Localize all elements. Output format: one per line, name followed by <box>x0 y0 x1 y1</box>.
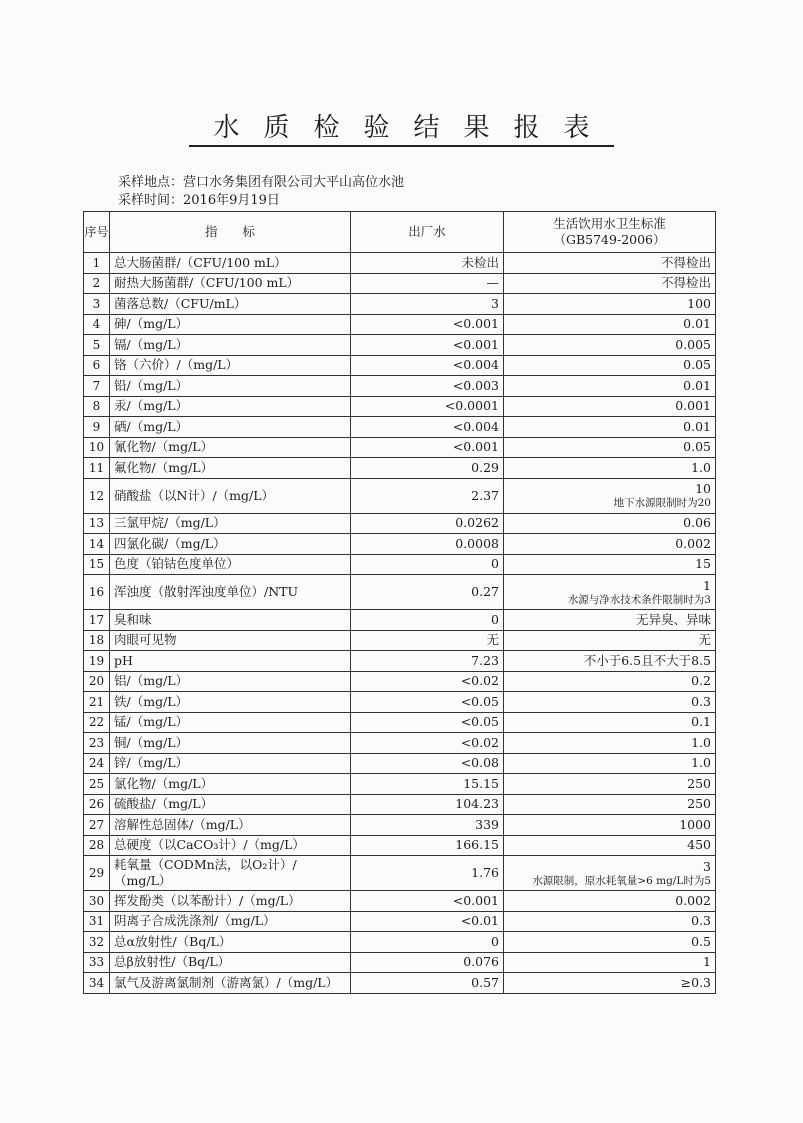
row-standard <box>504 253 716 274</box>
row-value: 未检出 <box>351 253 504 274</box>
row-standard-value: 250 <box>687 775 711 791</box>
row-value: <0.001 <box>351 314 504 335</box>
row-standard-value: 0.001 <box>675 398 711 414</box>
row-indicator: 总β放射性/（Bq/L） <box>110 952 351 973</box>
row-number: 2 <box>84 273 110 294</box>
row-number: 8 <box>84 396 110 417</box>
table-row <box>84 815 716 836</box>
row-indicator: 铅/（mg/L） <box>110 376 351 397</box>
row-standard <box>504 294 716 315</box>
row-indicator: 氯气及游离氯制剂（游离氯）/（mg/L） <box>110 973 351 994</box>
row-indicator: 砷/（mg/L） <box>110 314 351 335</box>
row-number: 6 <box>84 355 110 376</box>
row-standard-note: 水源与净水技术条件限制时为3 <box>567 593 711 606</box>
row-value: 3 <box>351 294 504 315</box>
row-standard-value: 3 <box>703 858 711 874</box>
row-standard <box>504 835 716 856</box>
header-value: 出厂水 <box>351 212 504 253</box>
row-standard-value: 1 <box>703 954 711 970</box>
row-indicator: 氰化物/（mg/L） <box>110 437 351 458</box>
row-indicator: 三氯甲烷/（mg/L） <box>110 513 351 534</box>
table-row <box>84 651 716 672</box>
row-standard <box>504 417 716 438</box>
table-row <box>84 396 716 417</box>
row-number: 20 <box>84 671 110 692</box>
row-standard <box>504 753 716 774</box>
row-number: 32 <box>84 932 110 953</box>
row-indicator: 铜/（mg/L） <box>110 733 351 754</box>
row-number: 31 <box>84 911 110 932</box>
table-row <box>84 575 716 610</box>
table-row <box>84 417 716 438</box>
row-standard-value: 1 <box>703 577 711 593</box>
row-value: 0.57 <box>351 973 504 994</box>
row-value: <0.004 <box>351 355 504 376</box>
row-standard <box>504 932 716 953</box>
row-value: 0 <box>351 932 504 953</box>
table-row <box>84 273 716 294</box>
row-indicator: 氟化物/（mg/L） <box>110 458 351 479</box>
row-number: 10 <box>84 437 110 458</box>
table-row <box>84 671 716 692</box>
table-row <box>84 753 716 774</box>
row-value: <0.0001 <box>351 396 504 417</box>
row-value: <0.05 <box>351 712 504 733</box>
row-standard <box>504 973 716 994</box>
row-number: 23 <box>84 733 110 754</box>
row-standard <box>504 513 716 534</box>
row-value: 1.76 <box>351 856 504 891</box>
row-standard-value: 0.3 <box>691 913 711 929</box>
table-row <box>84 932 716 953</box>
table-row <box>84 911 716 932</box>
table-row <box>84 513 716 534</box>
row-number: 27 <box>84 815 110 836</box>
row-value: 166.15 <box>351 835 504 856</box>
row-standard <box>504 952 716 973</box>
table-row <box>84 774 716 795</box>
row-standard <box>504 314 716 335</box>
results-table <box>83 211 716 994</box>
row-standard-value: 无 <box>698 632 711 648</box>
row-indicator: 汞/（mg/L） <box>110 396 351 417</box>
row-standard <box>504 335 716 356</box>
row-standard-value: 0.3 <box>691 693 711 709</box>
row-number: 25 <box>84 774 110 795</box>
table-row <box>84 952 716 973</box>
table-row <box>84 835 716 856</box>
row-number: 26 <box>84 794 110 815</box>
sampling-time-label: 采样时间： <box>118 193 184 208</box>
table-body <box>84 253 716 994</box>
row-indicator: 阴离子合成洗涤剂/（mg/L） <box>110 911 351 932</box>
row-value: <0.02 <box>351 671 504 692</box>
table-row <box>84 554 716 575</box>
row-indicator: 浑浊度（散射浑浊度单位）/NTU <box>110 575 351 610</box>
row-indicator: pH <box>110 651 351 672</box>
row-value: 0.076 <box>351 952 504 973</box>
row-indicator: 铝/（mg/L） <box>110 671 351 692</box>
row-value: <0.05 <box>351 692 504 713</box>
table-row <box>84 610 716 631</box>
row-indicator: 色度（铂钴色度单位） <box>110 554 351 575</box>
row-indicator: 铬（六价）/（mg/L） <box>110 355 351 376</box>
row-number: 33 <box>84 952 110 973</box>
row-standard-value: 0.05 <box>683 357 711 373</box>
row-standard-value: 15 <box>695 556 711 572</box>
row-number: 9 <box>84 417 110 438</box>
table-row <box>84 712 716 733</box>
row-standard-value: 0.01 <box>683 377 711 393</box>
row-number: 15 <box>84 554 110 575</box>
row-value: 2.37 <box>351 478 504 513</box>
row-standard <box>504 396 716 417</box>
row-number: 3 <box>84 294 110 315</box>
row-standard <box>504 651 716 672</box>
row-indicator: 总α放射性/（Bq/L） <box>110 932 351 953</box>
row-value: <0.02 <box>351 733 504 754</box>
row-number: 4 <box>84 314 110 335</box>
row-standard <box>504 610 716 631</box>
row-value: — <box>351 273 504 294</box>
sampling-location-label: 采样地点： <box>118 175 184 190</box>
table-row <box>84 355 716 376</box>
row-standard-value: 0.05 <box>683 439 711 455</box>
row-standard-value: 不得检出 <box>660 254 711 270</box>
row-indicator: 总大肠菌群/（CFU/100 mL） <box>110 253 351 274</box>
row-value: 7.23 <box>351 651 504 672</box>
row-number: 17 <box>84 610 110 631</box>
row-indicator: 挥发酚类（以苯酚计）/（mg/L） <box>110 891 351 912</box>
row-standard <box>504 376 716 397</box>
row-indicator: 锌/（mg/L） <box>110 753 351 774</box>
row-standard-value: 1.0 <box>691 755 711 771</box>
table-row <box>84 253 716 274</box>
row-indicator: 臭和味 <box>110 610 351 631</box>
row-standard-value: 0.002 <box>675 892 711 908</box>
row-number: 11 <box>84 458 110 479</box>
sampling-location <box>118 174 404 192</box>
row-indicator: 菌落总数/（CFU/mL） <box>110 294 351 315</box>
row-value: 0.0008 <box>351 534 504 555</box>
row-value: <0.001 <box>351 335 504 356</box>
row-standard-value: 0.06 <box>683 515 711 531</box>
table-row <box>84 692 716 713</box>
row-number: 30 <box>84 891 110 912</box>
row-number: 18 <box>84 630 110 651</box>
table-row <box>84 437 716 458</box>
table-row <box>84 335 716 356</box>
header-standard <box>504 212 716 253</box>
row-indicator: 耐热大肠菌群/（CFU/100 mL） <box>110 273 351 294</box>
header-no: 序号 <box>84 212 110 253</box>
row-indicator: 镉/（mg/L） <box>110 335 351 356</box>
header-indicator: 指 标 <box>110 212 351 253</box>
row-standard-value: 450 <box>687 837 711 853</box>
row-standard <box>504 534 716 555</box>
row-indicator: 四氯化碳/（mg/L） <box>110 534 351 555</box>
table-row <box>84 458 716 479</box>
row-indicator: 肉眼可见物 <box>110 630 351 651</box>
row-standard <box>504 671 716 692</box>
row-value: 339 <box>351 815 504 836</box>
row-number: 28 <box>84 835 110 856</box>
row-standard <box>504 794 716 815</box>
table-row <box>84 630 716 651</box>
table-row <box>84 534 716 555</box>
row-number: 16 <box>84 575 110 610</box>
row-indicator: 氯化物/（mg/L） <box>110 774 351 795</box>
row-indicator: 锰/（mg/L） <box>110 712 351 733</box>
row-value: 0 <box>351 610 504 631</box>
row-standard-value: 不得检出 <box>660 275 711 291</box>
row-standard-value: 1.0 <box>691 734 711 750</box>
row-standard-value: 0.2 <box>691 673 711 689</box>
row-standard <box>504 815 716 836</box>
row-standard-value: 0.01 <box>683 418 711 434</box>
row-number: 34 <box>84 973 110 994</box>
row-standard <box>504 733 716 754</box>
row-standard <box>504 355 716 376</box>
row-standard <box>504 891 716 912</box>
row-number: 22 <box>84 712 110 733</box>
row-standard-value: 100 <box>687 295 711 311</box>
row-standard <box>504 458 716 479</box>
row-value: 104.23 <box>351 794 504 815</box>
row-number: 13 <box>84 513 110 534</box>
row-standard-value: 250 <box>687 796 711 812</box>
row-standard-value: ≥0.3 <box>680 974 711 990</box>
sampling-time-value: 2016年9月19日 <box>183 193 280 208</box>
row-value: <0.08 <box>351 753 504 774</box>
row-standard-value: 0.005 <box>675 336 711 352</box>
row-value: 0.27 <box>351 575 504 610</box>
header-standard-line1: 生活饮用水卫生标准 <box>553 216 666 231</box>
row-standard <box>504 630 716 651</box>
row-standard-value: 0.01 <box>683 316 711 332</box>
table-row <box>84 891 716 912</box>
row-standard <box>504 437 716 458</box>
row-number: 14 <box>84 534 110 555</box>
table-row <box>84 973 716 994</box>
row-indicator: 总硬度（以CaCO₃计）/（mg/L） <box>110 835 351 856</box>
row-standard <box>504 856 716 891</box>
row-indicator: 硒/（mg/L） <box>110 417 351 438</box>
row-number: 12 <box>84 478 110 513</box>
row-standard <box>504 774 716 795</box>
row-standard-value: 0.5 <box>691 933 711 949</box>
row-value: 15.15 <box>351 774 504 795</box>
row-standard-value: 0.002 <box>675 535 711 551</box>
row-standard <box>504 575 716 610</box>
row-value: <0.01 <box>351 911 504 932</box>
row-indicator: 溶解性总固体/（mg/L） <box>110 815 351 836</box>
row-number: 21 <box>84 692 110 713</box>
table-row <box>84 794 716 815</box>
row-value: 0.29 <box>351 458 504 479</box>
row-indicator: 硫酸盐/（mg/L） <box>110 794 351 815</box>
header-standard-line2: （GB5749-2006） <box>553 232 666 247</box>
row-standard-value: 1000 <box>679 816 711 832</box>
row-standard-value: 0.1 <box>691 714 711 730</box>
row-standard-value: 10 <box>695 481 711 496</box>
row-standard <box>504 273 716 294</box>
row-standard-value: 无异臭、异味 <box>635 611 711 627</box>
row-value: <0.001 <box>351 891 504 912</box>
row-value: 无 <box>351 630 504 651</box>
row-standard <box>504 911 716 932</box>
row-number: 24 <box>84 753 110 774</box>
row-number: 19 <box>84 651 110 672</box>
row-indicator: 铁/（mg/L） <box>110 692 351 713</box>
row-standard-value: 1.0 <box>691 459 711 475</box>
table-row <box>84 314 716 335</box>
row-value: 0.0262 <box>351 513 504 534</box>
row-number: 7 <box>84 376 110 397</box>
row-standard <box>504 478 716 513</box>
row-standard <box>504 554 716 575</box>
row-standard <box>504 692 716 713</box>
row-standard-note: 水源限制，原水耗氧量>6 mg/L时为5 <box>532 874 711 887</box>
row-value: <0.004 <box>351 417 504 438</box>
table-row <box>84 733 716 754</box>
table-header-row <box>84 212 716 253</box>
table-row <box>84 376 716 397</box>
row-value: <0.003 <box>351 376 504 397</box>
table-row <box>84 856 716 891</box>
row-value: 0 <box>351 554 504 575</box>
row-indicator: 硝酸盐（以N计）/（mg/L） <box>110 478 351 513</box>
table-row <box>84 294 716 315</box>
row-standard <box>504 712 716 733</box>
sampling-location-value: 营口水务集团有限公司大平山高位水池 <box>183 175 405 190</box>
row-standard-value: 不小于6.5且不大于8.5 <box>583 652 711 668</box>
sampling-time <box>118 192 280 210</box>
row-number: 1 <box>84 253 110 274</box>
row-standard-note: 地下水源限制时为20 <box>613 497 711 509</box>
row-indicator: 耗氧量（CODMn法，以O₂计）/（mg/L） <box>110 856 351 891</box>
row-number: 5 <box>84 335 110 356</box>
report-title: 水质检验结果报表 <box>0 107 803 144</box>
row-number: 29 <box>84 856 110 891</box>
table-row <box>84 478 716 513</box>
row-value: <0.001 <box>351 437 504 458</box>
